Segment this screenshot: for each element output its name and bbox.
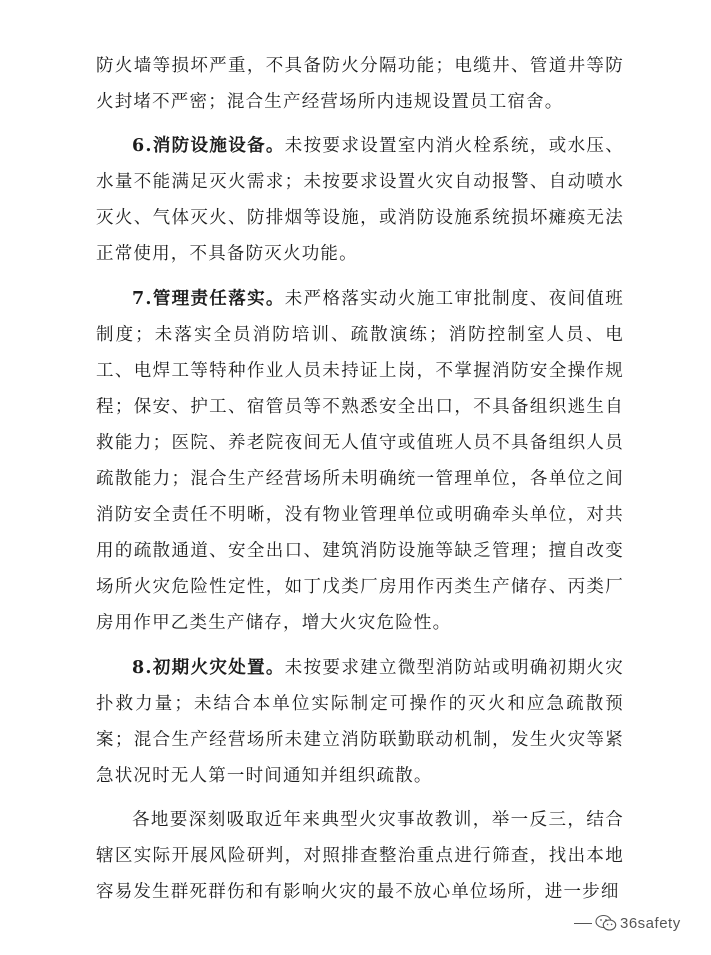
- paragraph-initial-fire-response: [96, 650, 624, 794]
- paragraph-fire-facilities: [96, 128, 624, 272]
- watermark: [574, 911, 681, 935]
- paragraph-text: 未严格落实动火施工审批制度、夜间值班制度；未落实全员消防培训、疏散演练；消防控制室人员、电工、电焊工等特种作业人员未持证上岗，不掌握消防安全操作规程；保安、护工、宿管员等不熟悉安全出口，不具备组织逃生自救能力；医院、养老院夜间无人值守或值班人员不具备组织人员疏散能力；混合生产经营场所未明确统一管理单位，各单位之间消防安全责任不明晰，没有物业管理单位或明确牵头单位，对共用的疏散通道、安全出口、建筑消防设施等缺乏管理；擅自改变场所火灾危险性定性，如丁戊类厂房用作丙类生产储存、丙类厂房用作甲乙类生产储存，增大火灾危险性。: [96, 288, 624, 634]
- paragraph-continuation: [96, 48, 624, 120]
- paragraph-requirements: [96, 802, 624, 910]
- paragraph-text: 各地要深刻吸取近年来典型火灾事故教训，举一反三，结合辖区实际开展风险研判，对照排查整治重点进行筛查，找出本地容易发生群死群伤和有影响火灾的最不放心单位场所，进一步细: [96, 809, 624, 903]
- document-body: [96, 48, 624, 910]
- paragraph-text: 防火墙等损坏严重，不具备防火分隔功能；电缆井、管道井等防火封堵不严密；混合生产经营场所内违规设置员工宿舍。: [96, 56, 624, 113]
- section-heading: 7.管理责任落实。: [132, 288, 285, 309]
- footer-brand: 36safety: [620, 914, 681, 932]
- footer-dash: [574, 923, 592, 924]
- section-heading: 6.消防设施设备。: [132, 136, 285, 157]
- section-heading: 8.初期火灾处置。: [132, 657, 285, 678]
- paragraph-text: 未按要求建立微型消防站或明确初期火灾扑救力量；未结合本单位实际制定可操作的灭火和应急疏散预案；混合生产经营场所未建立消防联勤联动机制，发生火灾等紧急状况时无人第一时间通知并组织疏散。: [96, 657, 624, 786]
- paragraph-management-responsibility: [96, 281, 624, 642]
- wechat-icon: [595, 914, 617, 932]
- paragraph-text: 未按要求设置室内消火栓系统，或水压、水量不能满足灭火需求；未按要求设置火灾自动报警、自动喷水灭火、气体灭火、防排烟等设施，或消防设施系统损坏瘫痪无法正常使用，不具备防灭火功能。: [96, 136, 624, 265]
